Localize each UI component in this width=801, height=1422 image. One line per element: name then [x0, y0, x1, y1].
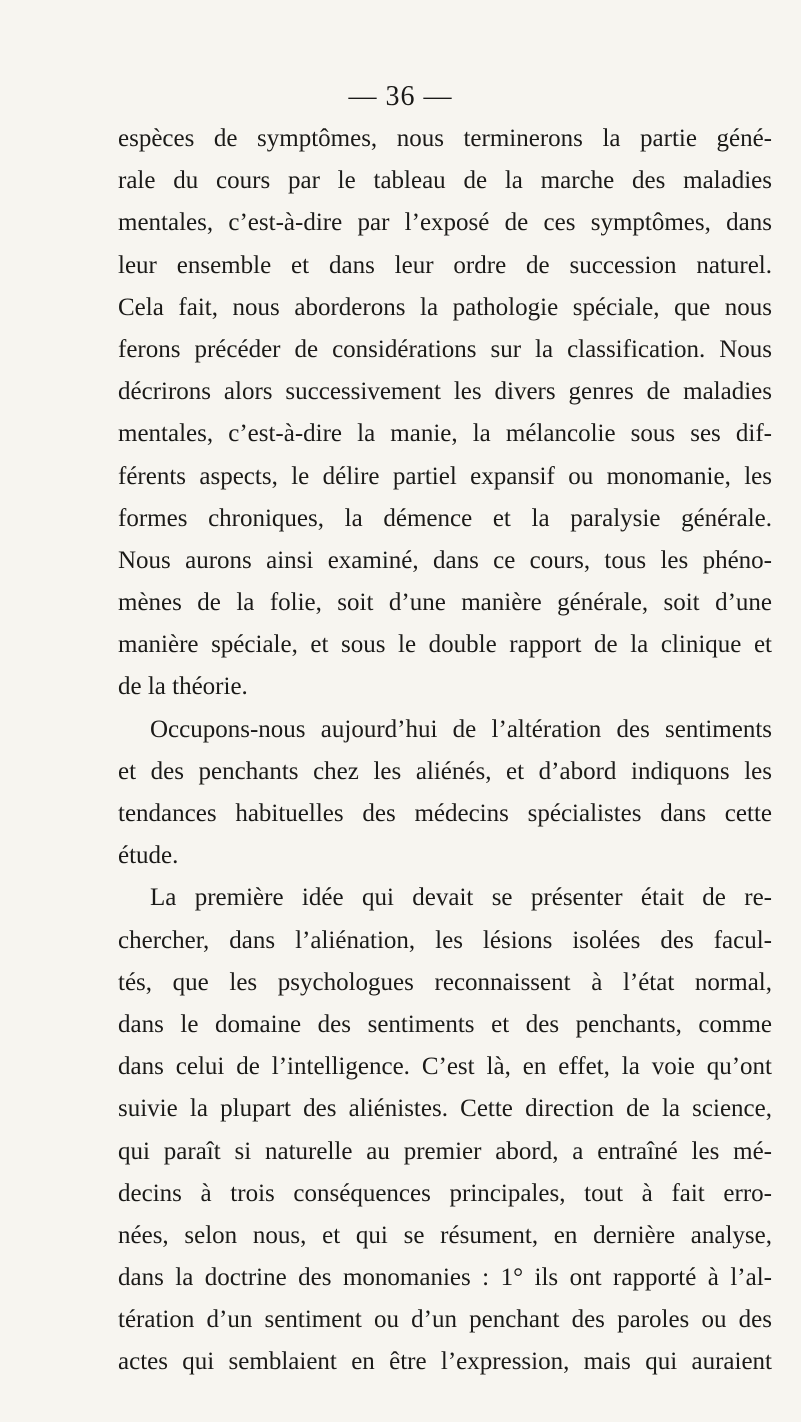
paragraph-start-line: Occupons-nous aujourd’hui de l’altération des sentiments — [150, 715, 772, 743]
text-line: espèces de symptômes, nous terminerons la partie géné- — [118, 125, 772, 152]
page-number: — 36 — — [348, 81, 453, 112]
body-text — [118, 118, 772, 1384]
text-line: ferons précéder de considérations sur la classification. Nous — [118, 335, 772, 363]
text-line: qui paraît si naturelle au premier abord, a entraîné les mé- — [118, 1137, 772, 1165]
text-line: et des penchants chez les aliénés, et d’abord indiquons les — [118, 757, 772, 785]
text-line: formes chroniques, la démence et la paralysie générale. — [118, 504, 772, 532]
text-line: dans le domaine des sentiments et des penchants, comme — [118, 1010, 772, 1038]
text-line: Nous aurons ainsi examiné, dans ce cours, tous les phéno- — [118, 546, 772, 574]
text-line: décrirons alors successivement les divers genres de maladies — [118, 378, 772, 406]
text-line: férents aspects, le délire partiel expansif ou monomanie, les — [118, 462, 772, 490]
text-line: decins à trois conséquences principales, tout à fait erro- — [118, 1179, 772, 1207]
text-line: manière spéciale, et sous le double rapport de la clinique et — [118, 631, 772, 659]
text-line: dans celui de l’intelligence. C’est là, en effet, la voie qu’ont — [118, 1053, 772, 1081]
text-line: leur ensemble et dans leur ordre de succession naturel. — [118, 251, 772, 279]
text-line: mènes de la folie, soit d’une manière générale, soit d’une — [118, 589, 772, 617]
text-line: mentales, c’est-à-dire la manie, la mélancolie sous ses dif- — [118, 420, 772, 448]
text-line: nées, selon nous, et qui se résument, en dernière analyse, — [118, 1221, 772, 1249]
text-line: chercher, dans l’aliénation, les lésions isolées des facul- — [118, 926, 772, 954]
text-line: de la théorie. — [118, 673, 248, 701]
text-line: mentales, c’est-à-dire par l’exposé de ces symptômes, dans — [118, 209, 772, 237]
text-line: dans la doctrine des monomanies : 1° ils ont rapporté à l’al- — [118, 1264, 772, 1292]
text-line: tération d’un sentiment ou d’un penchant des paroles ou des — [118, 1306, 772, 1334]
text-line: étude. — [118, 842, 179, 870]
paragraph-start-line: La première idée qui devait se présenter était de re- — [150, 884, 772, 912]
text-line: tendances habituelles des médecins spécialistes dans cette — [118, 800, 772, 827]
text-line: rale du cours par le tableau de la marche des maladies — [118, 167, 772, 195]
text-line: suivie la plupart des aliénistes. Cette direction de la science, — [118, 1095, 772, 1123]
text-line: actes qui semblaient en être l’expression, mais qui auraient — [118, 1348, 772, 1376]
text-line: Cela fait, nous aborderons la pathologie spéciale, que nous — [118, 293, 772, 321]
text-line: tés, que les psychologues reconnaissent à l’état normal, — [118, 968, 772, 996]
